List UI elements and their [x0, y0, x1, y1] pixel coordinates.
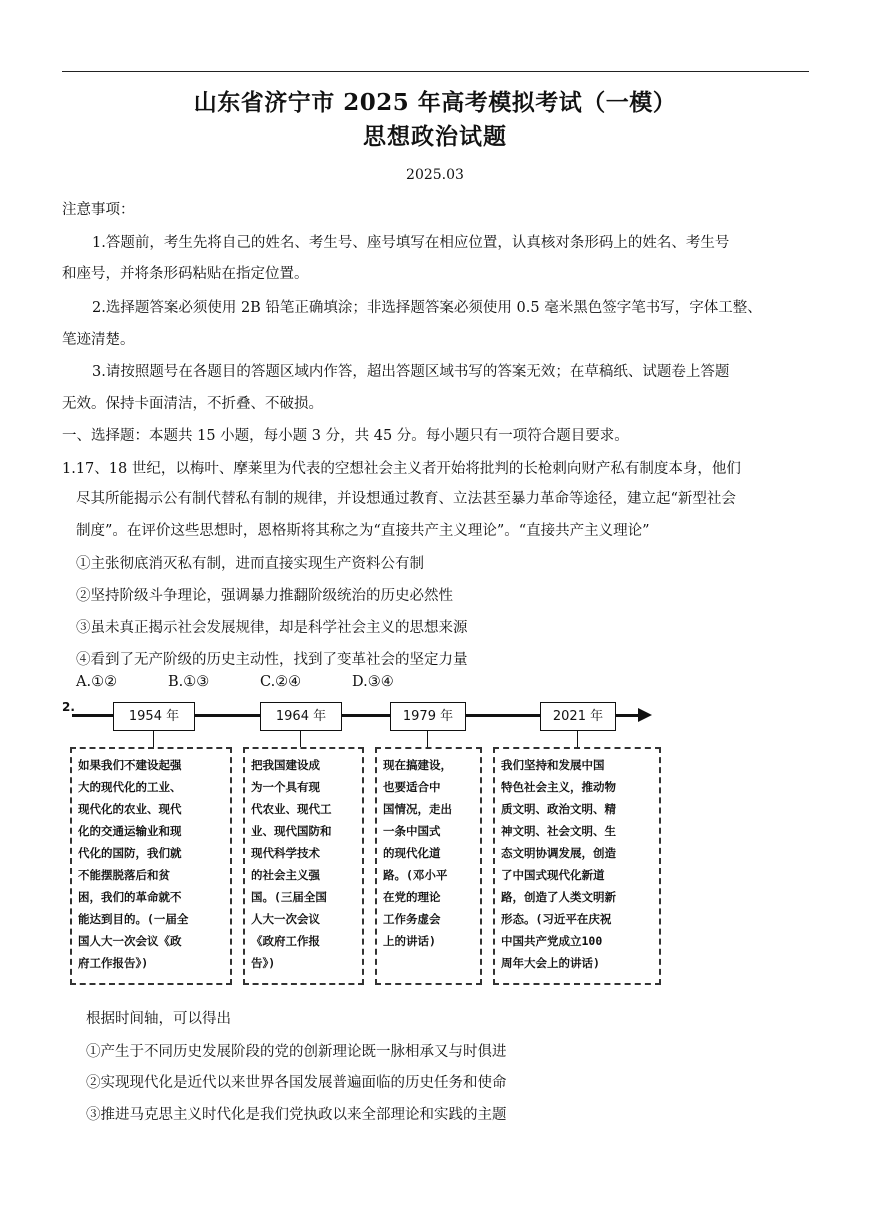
- timeline-year-2021: 2021 年: [540, 702, 616, 731]
- section-heading: 一、选择题：本题共 15 小题，每小题 3 分，共 45 分。每小题只有一项符合题目要求。: [62, 428, 629, 444]
- notice-line: 笔迹清楚。: [62, 332, 135, 348]
- q1-option-a[interactable]: A.①②: [76, 674, 118, 690]
- q1-item: ②坚持阶级斗争理论，强调暴力推翻阶级统治的历史必然性: [76, 588, 453, 604]
- notice-line: 1.答题前，考生先将自己的姓名、考生号、座号填写在相应位置，认真核对条形码上的姓名、考生号: [92, 235, 730, 251]
- q1-option-b[interactable]: B.①③: [168, 674, 210, 690]
- timeline-year-1964: 1964 年: [260, 702, 342, 731]
- exam-date: 2025.03: [406, 167, 464, 183]
- q1-item: ①主张彻底消灭私有制，进而直接实现生产资料公有制: [76, 556, 424, 572]
- exam-title: 山东省济宁市 2025 年高考模拟考试（一模）: [193, 89, 677, 116]
- timeline-quote-2021: [493, 747, 661, 985]
- q1-options: [76, 674, 444, 690]
- q1-option-c[interactable]: C.②④: [260, 674, 302, 690]
- quote-text: 如果我们不建设起强 大的现代化的工业、 现代化的农业、现代 化的交通运输业和现 代化的国防，我们就 不能摆脱落后和贫 困，我们的革命就不 能达到目的。(一届全 国人大一次会议《政 府工作报告》): [78, 758, 189, 970]
- timeline-quote-1964: [243, 747, 364, 985]
- q1-stem: 尽其所能揭示公有制代替私有制的规律，并设想通过教育、立法甚至暴力革命等途径，建立起“新型社会: [76, 491, 736, 507]
- timeline-connector: [427, 730, 428, 748]
- notice-line: 和座号，并将条形码粘贴在指定位置。: [62, 266, 309, 282]
- notice-heading: 注意事项：: [62, 202, 135, 218]
- timeline-year-1954: 1954 年: [113, 702, 195, 731]
- q1-item: ③虽未真正揭示社会发展规律，却是科学社会主义的思想来源: [76, 620, 468, 636]
- notice-line: 3.请按照题号在各题目的答题区域内作答，超出答题区域书写的答案无效；在草稿纸、试题卷上答题: [92, 364, 730, 380]
- q1-stem: 制度”。在评价这些思想时，恩格斯将其称之为“直接共产主义理论”。“直接共产主义理论”: [76, 523, 650, 539]
- timeline-quote-1954: [70, 747, 232, 985]
- timeline-connector: [300, 730, 301, 748]
- exam-subject: 思想政治试题: [363, 123, 507, 150]
- q1-option-d[interactable]: D.③④: [352, 674, 394, 690]
- timeline-quote-1979: [375, 747, 482, 985]
- top-rule: [62, 71, 809, 72]
- q2-lead: 根据时间轴，可以得出: [86, 1011, 231, 1027]
- q2-item: ③推进马克思主义时代化是我们党执政以来全部理论和实践的主题: [86, 1107, 507, 1123]
- quote-text: 现在搞建设， 也要适合中 国情况，走出 一条中国式 的现代化道 路。(邓小平 在党的理论 工作务虚会 上的讲话): [383, 758, 452, 948]
- timeline-year-1979: 1979 年: [390, 702, 466, 731]
- notice-line: 2.选择题答案必须使用 2B 铅笔正确填涂；非选择题答案必须使用 0.5 毫米黑色签字笔书写，字体工整、: [92, 300, 762, 316]
- q1-stem: 1.17、18 世纪，以梅叶、摩莱里为代表的空想社会主义者开始将批判的长枪刺向财产私有制度本身，他们: [62, 461, 741, 477]
- notice-line: 无效。保持卡面清洁，不折叠、不破损。: [62, 396, 323, 412]
- timeline-connector: [577, 730, 578, 748]
- q2-item: ②实现现代化是近代以来世界各国发展普遍面临的历史任务和使命: [86, 1075, 507, 1091]
- q1-item: ④看到了无产阶级的历史主动性，找到了变革社会的坚定力量: [76, 652, 468, 668]
- quote-text: 把我国建设成 为一个具有现 代农业、现代工 业、现代国防和 现代科学技术 的社会主义强 国。(三届全国 人大一次会议 《政府工作报 告》): [251, 758, 332, 970]
- q2-number: 2.: [62, 700, 75, 714]
- q2-item: ①产生于不同历史发展阶段的党的创新理论既一脉相承又与时俱进: [86, 1044, 507, 1060]
- timeline-arrow-head: [638, 708, 652, 722]
- timeline-connector: [153, 730, 154, 748]
- quote-text: 我们坚持和发展中国 特色社会主义，推动物 质文明、政治文明、精 神文明、社会文明、生 态文明协调发展，创造 了中国式现代化新道 路，创造了人类文明新 形态。(习近平在庆祝 中国共产党成立100 周年大会上的讲话): [501, 758, 616, 970]
